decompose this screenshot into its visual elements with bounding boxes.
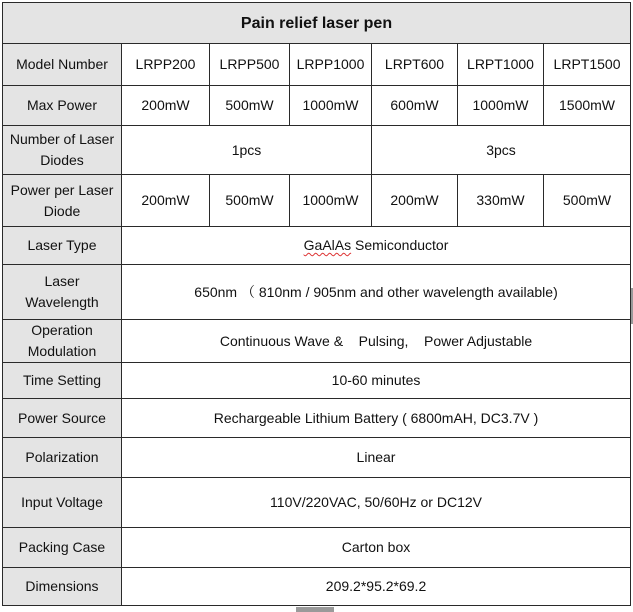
label-model-number: Model Number bbox=[3, 44, 122, 86]
laser-type-material: GaAlAs bbox=[303, 237, 352, 253]
cell-operation-modulation: Continuous Wave & Pulsing, Power Adjustable bbox=[122, 320, 631, 363]
row-packing-case bbox=[3, 528, 631, 568]
label-dimensions: Dimensions bbox=[3, 568, 122, 606]
horizontal-scrollbar-thumb[interactable] bbox=[296, 607, 334, 612]
cell-ppd-4: 200mW bbox=[372, 175, 458, 227]
row-power-per-diode bbox=[3, 175, 631, 227]
cell-max-power-4: 600mW bbox=[372, 86, 458, 126]
label-max-power: Max Power bbox=[3, 86, 122, 126]
label-laser-type: Laser Type bbox=[3, 227, 122, 265]
row-max-power bbox=[3, 86, 631, 126]
cell-laser-wavelength: 650nm （ 810nm / 905nm and other wavelength available) bbox=[122, 265, 631, 320]
cell-model-4: LRPT600 bbox=[372, 44, 458, 86]
row-operation-modulation bbox=[3, 320, 631, 363]
label-power-source: Power Source bbox=[3, 399, 122, 438]
cell-max-power-6: 1500mW bbox=[544, 86, 631, 126]
cell-polarization: Linear bbox=[122, 438, 631, 478]
table-title: Pain relief laser pen bbox=[3, 3, 631, 44]
label-time-setting: Time Setting bbox=[3, 363, 122, 399]
label-packing-case: Packing Case bbox=[3, 528, 122, 568]
cell-ppd-1: 200mW bbox=[122, 175, 210, 227]
label-number-of-diodes: Number of Laser Diodes bbox=[3, 126, 122, 175]
cell-max-power-1: 200mW bbox=[122, 86, 210, 126]
laser-type-rest: Semiconductor bbox=[351, 237, 449, 253]
cell-ppd-5: 330mW bbox=[458, 175, 544, 227]
label-operation-modulation: Operation Modulation bbox=[3, 320, 122, 363]
cell-model-5: LRPT1000 bbox=[458, 44, 544, 86]
row-model-number bbox=[3, 44, 631, 86]
cell-ppd-6: 500mW bbox=[544, 175, 631, 227]
cell-laser-type bbox=[122, 227, 631, 265]
cell-max-power-3: 1000mW bbox=[290, 86, 372, 126]
cell-ppd-2: 500mW bbox=[210, 175, 290, 227]
label-polarization: Polarization bbox=[3, 438, 122, 478]
label-power-per-diode: Power per Laser Diode bbox=[3, 175, 122, 227]
cell-model-6: LRPT1500 bbox=[544, 44, 631, 86]
cell-model-3: LRPP1000 bbox=[290, 44, 372, 86]
row-power-source bbox=[3, 399, 631, 438]
cell-model-2: LRPP500 bbox=[210, 44, 290, 86]
row-number-of-diodes bbox=[3, 126, 631, 175]
cell-input-voltage: 110V/220VAC, 50/60Hz or DC12V bbox=[122, 478, 631, 528]
row-input-voltage bbox=[3, 478, 631, 528]
label-laser-wavelength: Laser Wavelength bbox=[3, 265, 122, 320]
row-polarization bbox=[3, 438, 631, 478]
cell-power-source: Rechargeable Lithium Battery ( 6800mAH, DC3.7V ) bbox=[122, 399, 631, 438]
row-laser-wavelength bbox=[3, 265, 631, 320]
cell-packing-case: Carton box bbox=[122, 528, 631, 568]
label-input-voltage: Input Voltage bbox=[3, 478, 122, 528]
cell-max-power-5: 1000mW bbox=[458, 86, 544, 126]
cell-diodes-lrpt: 3pcs bbox=[372, 126, 631, 175]
title-row bbox=[3, 3, 631, 44]
cell-max-power-2: 500mW bbox=[210, 86, 290, 126]
row-dimensions bbox=[3, 568, 631, 606]
cell-diodes-lrpp: 1pcs bbox=[122, 126, 372, 175]
cell-model-1: LRPP200 bbox=[122, 44, 210, 86]
row-laser-type bbox=[3, 227, 631, 265]
spec-table bbox=[2, 2, 631, 606]
cell-dimensions: 209.2*95.2*69.2 bbox=[122, 568, 631, 606]
cell-time-setting: 10-60 minutes bbox=[122, 363, 631, 399]
row-time-setting bbox=[3, 363, 631, 399]
cell-ppd-3: 1000mW bbox=[290, 175, 372, 227]
